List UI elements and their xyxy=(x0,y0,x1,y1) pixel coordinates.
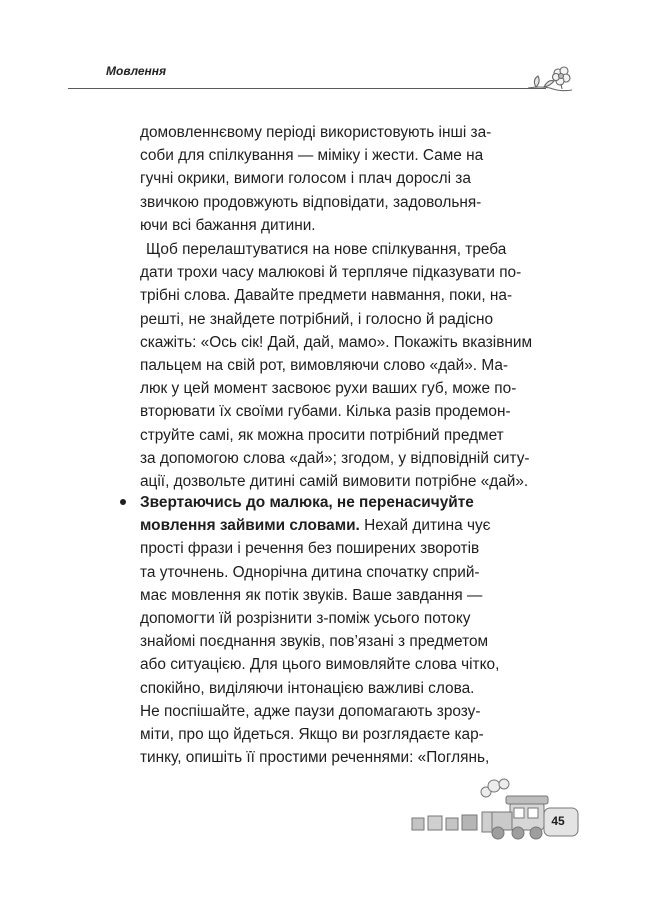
text-line: трібні слова. Давайте предмети навмання, поки, на- xyxy=(140,287,513,305)
text-line: люк у цей момент засвоює рухи ваших губ, може по- xyxy=(140,380,517,398)
text-line: звичкою продовжують відповідати, задовольня- xyxy=(140,193,482,211)
text-line: або ситуацією. Для цього вимовляйте слова чітко, xyxy=(140,656,500,674)
text-line: допомогти їй розрізнити з-поміж усього потоку xyxy=(140,610,471,628)
text-line: за допомогою слова «дай»; згодом, у відповідній ситу- xyxy=(140,449,530,467)
bold-lead-line: Звертаючись до малюка, не перенасичуйте xyxy=(140,494,474,511)
text-line: ації, дозвольте дитині самій вимовити потрібне «дай». xyxy=(140,473,529,491)
text-line: має мовлення як потік звуків. Ваше завдання — xyxy=(140,586,483,604)
toy-train-icon xyxy=(410,778,582,842)
text-line: домовленнєвому періоді використовують інші за- xyxy=(140,124,492,141)
mixed-line xyxy=(140,514,533,537)
text-line: решті, не знайдете потрібний, і голосно й радісно xyxy=(140,310,493,328)
text-line: пальцем на свій рот, вимовляючи слово «дай». Ма- xyxy=(140,357,509,375)
text-line: ючи всі бажання дитини. xyxy=(140,216,316,234)
text-line: прості фрази і речення без поширених зворотів xyxy=(140,540,480,558)
text-line: міти, про що йдеться. Якщо ви розглядаєте кар- xyxy=(140,726,484,744)
bullet-icon xyxy=(120,499,126,505)
page-number: 45 xyxy=(551,814,565,828)
text-line: скажіть: «Ось сік! Дай, дай, мамо». Покажіть вказівним xyxy=(140,333,533,351)
text-line: та уточнень. Однорічна дитина спочатку сприй- xyxy=(140,563,480,581)
bullet-paragraph xyxy=(140,491,533,769)
text-line: соби для спілкування — міміку і жести. Саме на xyxy=(140,147,484,165)
paragraph-1 xyxy=(140,121,533,237)
text-line: знайомі поєднання звуків, пов’язані з предметом xyxy=(140,633,489,651)
text-line: тинку, опишіть її простими реченнями: «Поглянь, xyxy=(140,749,490,767)
text-line: гучні окрики, вимоги голосом і плач дорослі за xyxy=(140,170,471,188)
text-line: струйте самі, як можна просити потрібний предмет xyxy=(140,426,504,444)
text-line: Не поспішайте, адже паузи допомагають зрозу- xyxy=(140,702,481,720)
flower-icon xyxy=(526,62,574,102)
text-line: дати трохи часу малюкові й терпляче підказувати по- xyxy=(140,264,522,282)
text-line: вторювати їх своїми губами. Кілька разів продемон- xyxy=(140,403,511,421)
text-line: спокійно, виділяючи інтонацією важливі слова. xyxy=(140,679,475,697)
header-divider xyxy=(68,88,546,89)
paragraph-2 xyxy=(140,238,533,493)
text-line: Щоб перелаштуватися на нове спілкування, треба xyxy=(146,241,507,258)
line-rest: Нехай дитина чує xyxy=(359,517,491,535)
bold-lead-end: мовлення зайвими словами. xyxy=(140,517,360,535)
section-title: Мовлення xyxy=(106,64,167,78)
